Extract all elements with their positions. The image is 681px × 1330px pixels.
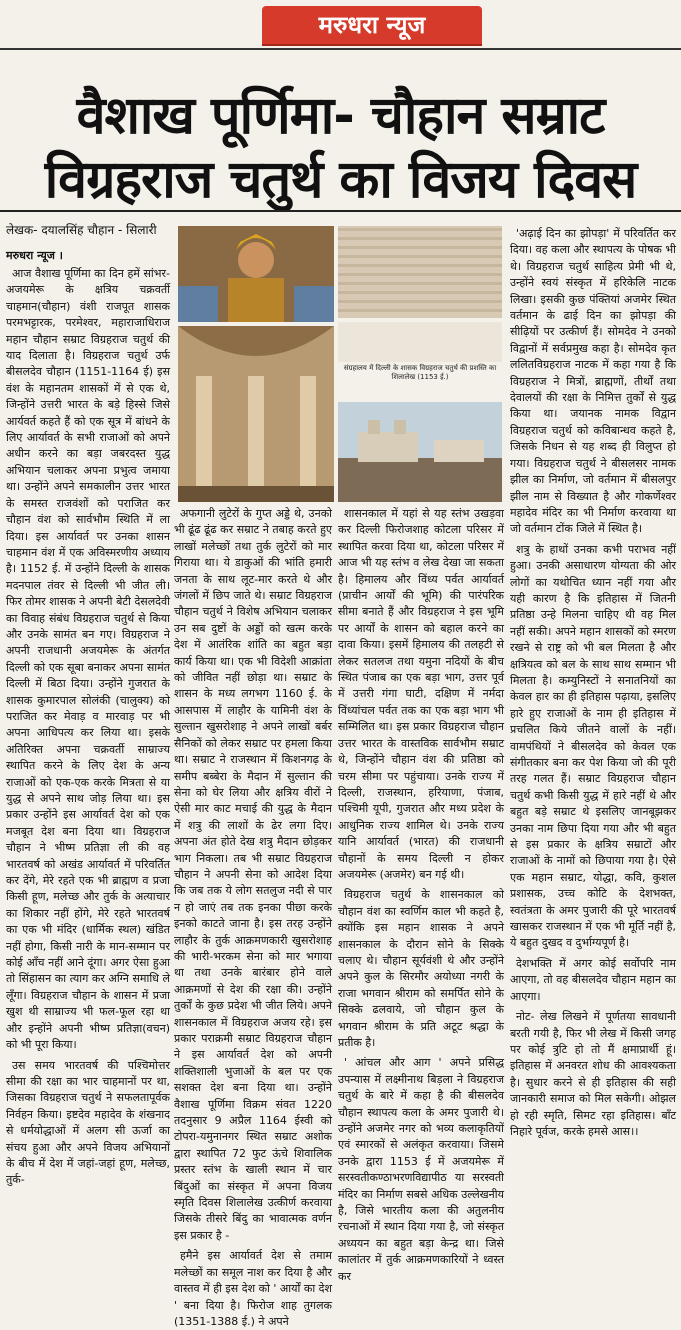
top-rule [0,48,681,50]
headline-line-1: वैशाख पूर्णिमा- चौहान सम्राट [76,86,605,146]
paragraph: देशभक्ति में अगर कोई सर्वोपरि नाम आएगा, तो वह बीसलदेव चौहान महान का आएगा। [510,956,676,1003]
paragraph: विग्रहराज चतुर्थ के शासनकाल को चौहान वंश का स्वर्णिम काल भी कहते है, क्योंकि इस महान शासक ने अपने शासनकाल के दौरान सोने के सिक्के चलाए थे। चौहान सूर्यवंशी थे और उन्होंने अपने कुल के सिरमौर अयोध्या नगरी के राजा भगवान श्रीराम को समर्पित सोने के सिक्के ढलवाये, जो चौहान कुल के भगवान श्रीराम के प्रति अटूट श्रद्धा के प्रतीक है। [338,888,504,1049]
temple-pillars-illustration [178,326,334,502]
photo-collage [178,226,502,502]
photo-caption: संग्रहालय में दिल्ली के शासक विग्रहराज चतुर्थ की प्रशस्ति का शिलालेख (1153 ई.) [343,364,497,381]
paragraph: 'अढ़ाई दिन का झोपड़ा' में परिवर्तित कर दिया। वह कला और स्थापत्य के पोषक भी थे। विग्रहराज चतुर्थ साहित्य प्रेमी भी थे, उन्होंने स्वयं संस्कृत में हरिकेलि नाटक लिखा। इसकी कुछ पंक्तियां अजमेर स्थित वर्तमान के ढाई दिन का झोपड़ा की सीढ़ियों पर उत्कीर्ण हैं। सोमदेव ने उनको विद्वानों में सर्वप्रमुख कहा है। सोमदेव कृत ललितविग्रहराज नाटक में कहा गया है कि विग्रहराज ने मित्रों, ब्राह्मणों, तीर्थों तथा देवालयों की रक्षा के निमित्त तुर्कों से युद्ध किया था। जयानक नामक विद्वान विग्रहराज चतुर्थ को कविबान्धव कहते है, जिसके निधन से यह शब्द ही विलुप्त हो गया। विग्रहराज चतुर्थ ने बीसलसर नामक झील का निर्माण, जो वर्तमान में बीसलपुर झील नाम से विख्यात है और गोकर्णेश्वर महादेव मंदिर का भी निर्माण करवाया था जो वर्तमान टोंक जिले में स्थित है। [510,227,676,536]
article-column-2 [174,506,332,1328]
article-column-1 [6,266,170,1196]
byline: लेखक- दयालसिंह चौहान - सिलारी [6,223,157,237]
article-column-4 [510,226,676,1196]
dateline: मरुधरा न्यूज । [6,249,63,262]
king-portrait-illustration [178,226,334,322]
paragraph: हमैने इस आर्यावर्त देश से तमाम मलेच्छों का समूल नाश कर दिया है और वास्तव में ही इस देश को ' आर्यों का देश ' बना दिया है। फिरोज शाह तुगलक (1351-1388 ई.) ने अपने [174,1249,332,1328]
fort-landscape-illustration [338,402,502,502]
article-column-3 [338,506,504,1283]
temple-pillars-image [178,326,334,502]
paragraph: शत्रु के हाथों उनका कभी पराभव नहीं हुआ। उनकी असाधारण योग्यता की ओर लोगों का यथोचित ध्यान नहीं गया और यही कारण है कि इतिहास में जितनी प्रतिष्ठा उन्हे मिलना चाहिए थी वह मिल नहीं सकी। अपने महान शासकों को स्मरण रखने से राष्ट्र को भी बल मिलता है और क्षत्रियत्व को बल के साथ साथ सम्मान भी मिलता है। कम्युनिस्टों ने सनातनियों का केवल हार का ही इतिहास पढ़ाया, इसलिए हारे हुए राजाओं के नाम ही इतिहास में प्रचलित किये जीतने वालों के नहीं। वामपंथियों ने बीसलदेव को केवल एक संगीतकार बना कर पेश किया जो की पूरी तरह गलत हैं। सम्राट विग्रहराज चौहान चतुर्थ कभी किसी युद्ध में हारे नहीं थे और बहुत बड़े सम्राट थे इसलिए जानबूझकर उनका नाम छिपा दिया गया और भी बहुत से इस प्रकार के क्षत्रिय सम्राटों और राजाओं के नामों को छिपाया गया है। ऐसे एक महान सम्राट, योद्धा, कवि, कुशल प्रशासक, उच्च कोटि के देशभक्त, स्वतंत्रता के अमर पुजारी की पूरे भारतवर्ष खासकर राजस्थान में एक भी मूर्ति नहीं है, ये बहुत दुखद व दुर्भाग्यपूर्ण है। [510,542,676,950]
stone-inscription-image [338,226,502,318]
headline-rule [0,210,681,212]
paragraph: शासनकाल में यहां से यह स्तंभ उखड़वा कर दिल्ली फिरोजशाह कोटला परिसर में स्थापित करवा दिया था, कोटला परिसर में आज भी यह स्तंभ व लेख देखा जा सकता है। हिमालय और विंध्य पर्वत आर्यावर्त (प्राचीन आर्यों की भूमि) की पारंपरिक सीमा बनाते हैं और विग्रहराज ने इस भूमि पर आर्यों के शासन को बहाल करने का दावा किया। इसमें हिमालय की तलहटी से लेकर सतलज तथा यमुना नदियों के बीच स्थित पंजाब का एक बड़ा भाग, उत्तर पूर्व में उत्तरी गंगा घाटी, दक्षिण में नर्मदा विंध्यांचल पर्वत तक का एक बड़ा भाग भी सम्मिलित था। इस प्रकार विग्रहराज चौहान उत्तर भारत के वास्तविक सार्वभौम सम्राट थे, जिन्होंने चौहान वंश की प्रतिष्ठा को चरम सीमा पर पहुंचाया। उनके राज्य में दिल्ली, राजस्थान, हरियाणा, पंजाब, पश्चिमी यूपी, गुजरात और मध्य प्रदेश के आधुनिक राज्य शामिल थे। उनके राज्य यानि आर्यावर्त (भारत) की राजधानी चौहानों के समय दिल्ली न होकर अजयमेरू (अजमेर) बन गई थी। [338,507,504,881]
paragraph: ' आंचल और आग ' अपने प्रसिद्ध उपन्यास में लक्ष्मीनाथ बिड़ला ने विग्रहराज चतुर्थ के बारे में कहा है की बीसलदेव चौहान स्थापत्य कला के अमर पुजारी थे। उन्होंने अजमेर नगर को भव्य कलाकृतियों एवं स्मारकों से अलंकृत करवाया। जिसमे उनके द्वारा 1153 ई में अजयमेरू में सरस्वतीकण्ठाभरणविद्यापीठ या सरस्वती मंदिर का निर्माण सबसे अधिक उल्लेखनीय है, जिसे भारतीय कला की अतुलनीय रचनाओं में स्थान दिया गया है, जो संस्कृत अध्ययन का बहुत बड़ा केन्द्र था। जिसे कालांतर में तुर्क आक्रमणकारियों ने ध्वस्त कर [338,1056,504,1283]
king-portrait-image [178,226,334,322]
publication-badge: मरुधरा न्यूज [262,6,482,44]
paragraph: उस समय भारतवर्ष की पश्चिमोत्तर सीमा की रक्षा का भार चाहमानों पर था, जिसका विग्रहराज चतुर्थ ने सफलतापूर्वक निर्वहन किया। इष्टदेव महादेव के शंखनाद से धर्मयोद्धाओं में अलग सी ऊर्जा का संचय हुआ और अपने विजय अभियानों के बीच में देश में जहां-जहां हूण, मलेच्छ, तुर्क- [6,1058,170,1187]
paragraph: अफगानी लुटेरों के गुप्त अड्डे थे, उनको भी ढूंढ ढूंढ कर सम्राट ने तबाह करते हुए लाखों मलेच्छों तथा तुर्क लुटेरों को मार गिराया था। ये डाकुओं की भांति हमारी जनता के साथ लूट-मार करते थे और जंगलों में छिप जाते थे। सम्राट विग्रहराज चौहान चतुर्थ ने विशेष अभियान चलाकर उन सब दुष्टों के अड्डों को खत्म करके देश में आतंरिक शांति का बहुत बड़ा कार्य किया था। एक भी विदेशी आक्रांता को जीवित नहीं छोड़ा था। सम्राट के शासन के मध्य लगभग 1160 ई. के आसपास में लाहौर के यामिनी वंश के सुल्तान खुसरोशाह ने अपने लाखों बर्बर सैनिकों को लेकर सम्राट पर हमला किया था। सम्राट ने राजस्थान में किशनगढ़ के समीप बब्बेरा के मैदान में सुल्तान की सेना को घेर लिया और क्षत्रिय वीरों ने ऐसी मार काट मचाई की युद्ध के मैदान में शत्रु की लाशों के ढेर लगा दिए। अपना अंत होते देख शत्रु मैदान छोड़कर भाग निकला। तब भी सम्राट विग्रहराज चौहान ने अपनी सेना को आदेश दिया कि जब तक ये लोग सतलुज नदी से पार न हो जाएं तब तक इनका पीछा करके इनको काटते जाना है। इस तरह उन्होंने लाहौर के तुर्क आक्रमणकारी खुसरोशाह की भारी-भरकम सेना को मार भगाया था तथा उनके बारंबार होने वाले आक्रमणों से देश की रक्षा की। उन्होंने तुर्कों के कुछ प्रदेश भी जीत लिये। अपने शासनकाल में विग्रहराज अजय रहे। इस प्रकार पराक्रमी सम्राट विग्रहराज चौहान ने इस आर्यावर्त देश को अपनी शक्तिशाली भुजाओं के बल पर एक सशक्त देश बना दिया था। उन्होंने वैशाख पूर्णिमा विक्रम संवत 1220 तदनुसार 9 अप्रैल 1164 ईस्वी को टोपरा-यमुनानगर स्थित सम्राट अशोक द्वारा स्थापित 72 फुट ऊंचे शिवालिक प्रस्तर स्तंभ के खाली स्थान में चार बिंदुओं का संस्कृत में अपना विजय स्मृति दिवस शिलालेख उत्कीर्ण करवाया जिसके तीसरे बिंदु का भावात्मक वर्णन इस प्रकार है - [174,507,332,1242]
headline-line-2: विग्रहराज चतुर्थ का विजय दिवस [44,150,637,210]
paragraph: आज वैशाख पूर्णिमा का दिन हमें सांभर-अजयमेरू के क्षत्रिय चक्रवर्ती चाहमान(चौहान) वंशी राजपूत शासक परमभट्टारक, परमेश्वर, महाराजाधिराज महान चौहान सम्राट विग्रहराज चतुर्थ की याद दिलाता है। विग्रहराज चतुर्थ उर्फ बीसलदेव चौहान (1151-1164 ई) इस वंश के महानतम शासकों में से एक थे, जिन्होंने उत्तरी भारत के बड़े हिस्से जिसे आर्यवर्त कहते हैं को एक सूत्र में बांधने के लिए आर्यावर्त के सभी राजाओं को अपने अधीन करने का बड़ा जबरदस्त युद्ध अभियान चलाकर अपना प्रभुत्व जमाया था। उन्होंने अपने समकालीन उत्तर भारत के समस्त राजवंशों को पराजित कर चौहान वंश को सार्वभौम स्थिति में ला दिया। इस आर्यावर्त पर उनका शासन चाहमान वंश में एक अविस्मरणीय अध्याय है। 1152 ई. में उन्होंने दिल्ली के शासक मदनपाल तंवर से दिल्ली भी जीत ली। फिर तोमर शासक ने अपनी बेटी देसलदेवी का विवाह संबंध विग्रहराज चतुर्थ से किया और उनके सामंत बन गए। विग्रहराज ने अपनी राजधानी अजयमेरू के अंतर्गत दिल्ली को एक सूबा बनाकर अपना सामंत दिल्ली में बिठा दिया। उन्होंने गुजरात के शासक कुमारपाल सोलंकी (चालुक्य) को पराजित कर मेवाड़ व मारवाड़ पर भी अपना आधिपत्य कर लिया था। इसके अतिरिक्त अपना चक्रवर्ती साम्राज्य स्थापित करने के लिए देश के अन्य राजाओं को एक-एक करके मित्रता से या युद्ध से अपने साथ जोड़ लिया था। इस प्रकार उन्होंने इस आर्यावर्त देश को एक मजबूत देश बना दिया था। विग्रहराज चौहान ने भीष्म प्रतिज्ञा ली की वह भारतवर्ष को अखंड आर्यावर्त में परिवर्तित कर देंगे, मेरे रहते एक भी ब्राह्मण व प्रजा किसी हूण, मलेच्छ और तुर्क के अत्याचार का शिकार नहीं होंगे, मेरे रहते भारतवर्ष का एक भी मंदिर (धार्मिक स्थल) खंडित नहीं होगा, किसी नारी के मान-सम्मान पर कोई आँच नहीं आने दूंगा। अगर ऐसा हुआ तो सिंहासन का त्याग कर अग्नि समाधि ले लूँगा। विग्रहराज चौहान के शासन में प्रजा खुश थी साम्राज्य भी फल-फूल रहा था और इन्होंने अपनी भीष्म प्रतिज्ञा(वचन) को भी पूरा किया। [6,267,170,1052]
fort-landscape-image [338,402,502,502]
paragraph: नोट- लेख लिखने में पूर्णतया सावधानी बरती गयी है, फिर भी लेख में किसी जगह पर कोई त्रुटि हो तो मैं क्षमाप्रार्थी हूं। इतिहास में अनवरत शोध की आवश्यकता है। सुधार करने से ही इतिहास की सही जानकारी समाज को मिल सकेगी। ओझल हो रही स्मृति, सिमट रहा इतिहास। बाँट निहारे पूर्वज, करके हमसे आस।। [510,1010,676,1138]
masthead [0,0,681,72]
inscription-document-image [338,322,502,362]
